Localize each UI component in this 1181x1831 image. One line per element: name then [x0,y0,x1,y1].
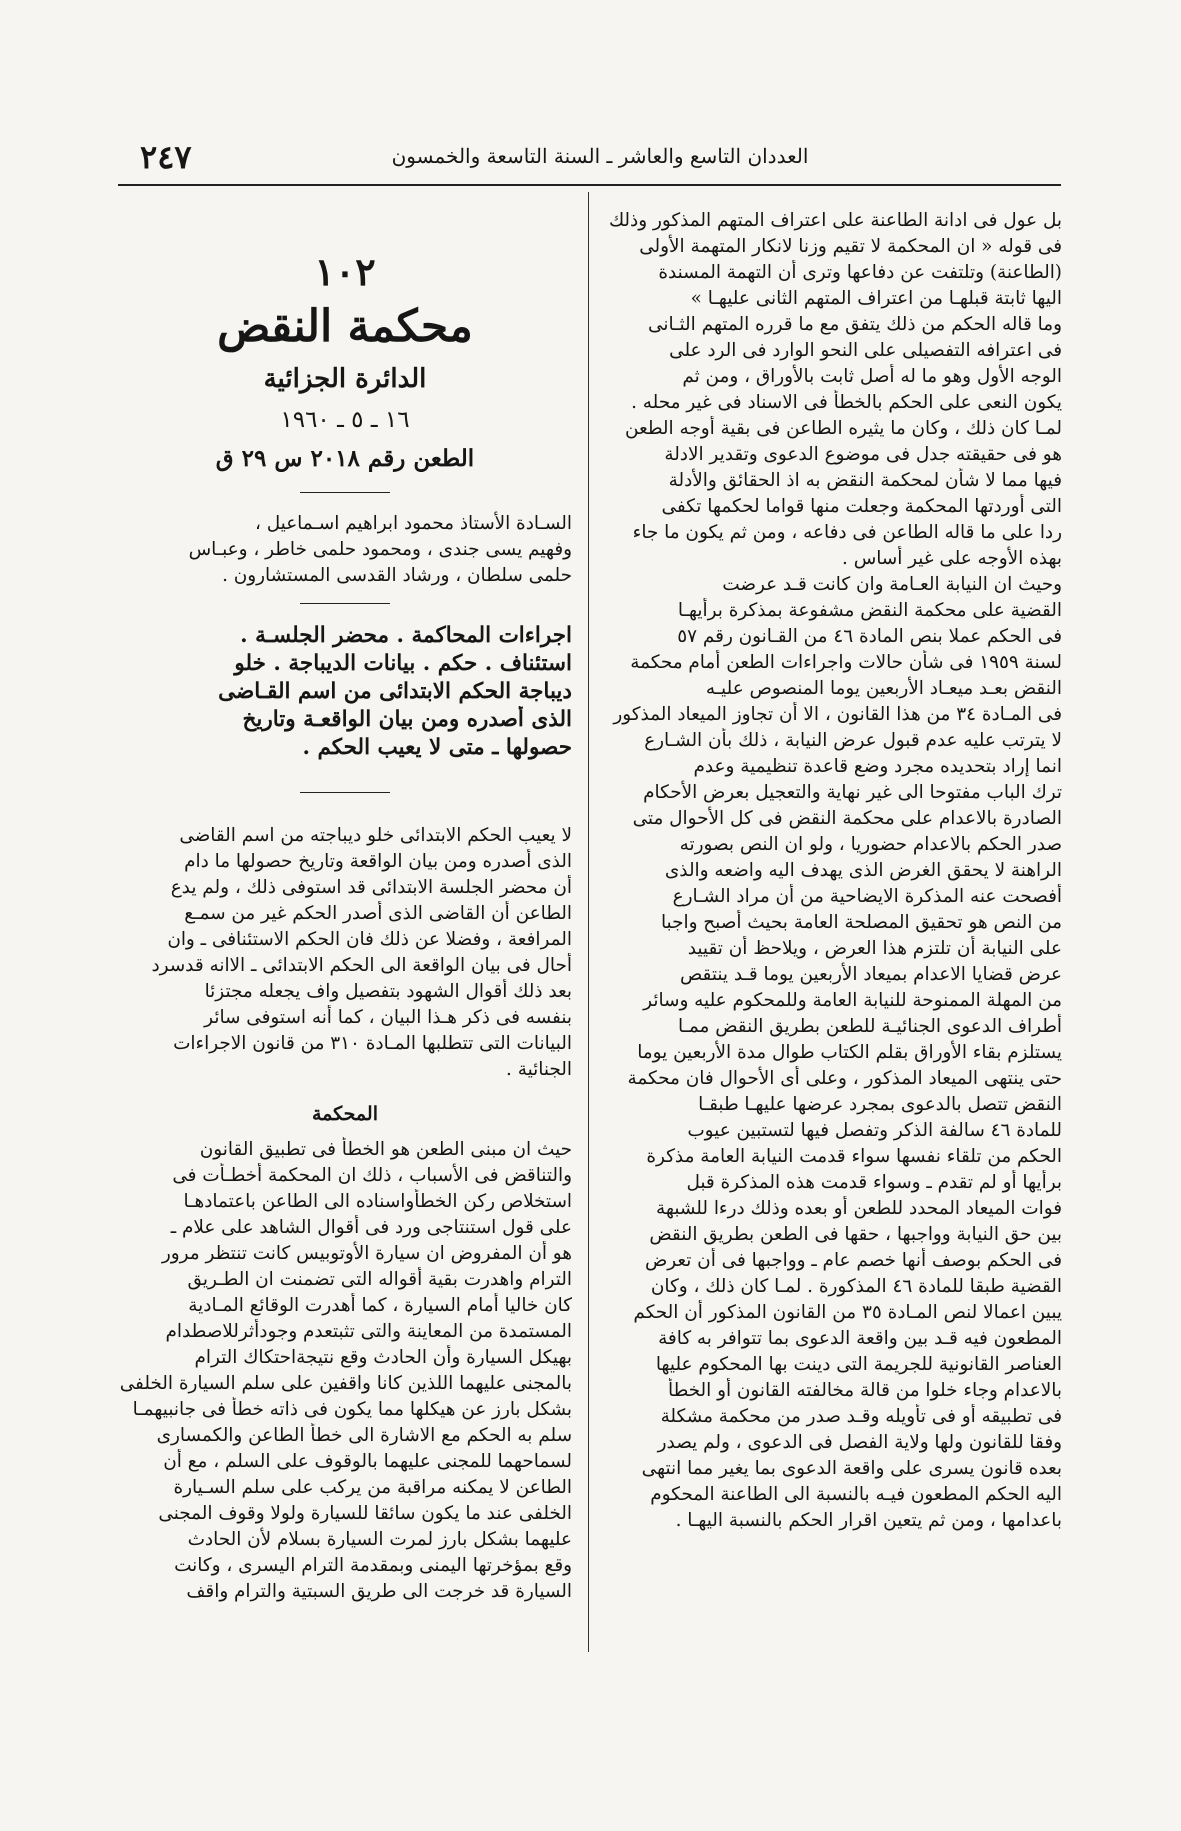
principle-line: البيانات التى تتطلبها المـادة ٣١٠ من قانون الاجراءات [173,1033,572,1054]
text-line: من المهلة الممنوحة للنيابة العامة وللمحكوم عليه وسائر [643,990,1062,1011]
body-line: حيث ان مبنى الطعن هو الخطأ فى تطبيق القانون [199,1139,572,1160]
text-line: لمـا كان ذلك ، وكان ما يثيره الطاعن فى بقية أوجه الطعن [624,418,1062,439]
body-line: لسماحهما للمجنى عليهما بالوقوف على السلم ، مع أن [163,1451,572,1472]
summary-line: اجراءات المحاكمة . محضر الجلسـة . [240,623,572,648]
principle-line: بعد ذلك أقوال الشهود بتفصيل واف يجعله مجتزئا [204,981,572,1002]
text-line: باعدامها ، ومن ثم يتعين اقرار الحكم بالنسبة اليهـا . [675,1510,1062,1531]
judgment-body [118,1137,572,1605]
text-line: حتى ينتهى الميعاد المذكور ، وعلى أى الأحوال فان محكمة [627,1068,1062,1089]
principle-line: الجنائية . [506,1059,572,1080]
judges-line: حلمى سلطان ، ورشاد القدسى المستشارون . [222,565,572,586]
judges-line: وفهيم يسى جندى ، ومحمود حلمى خاطر ، وعبـاس [188,539,572,560]
body-line: على قول استنتاجى ورد فى أقوال الشاهد على علام ـ [170,1217,572,1238]
body-line: وقع بمؤخرتها اليمنى وبمقدمة الترام اليسرى ، وكانت [174,1555,572,1576]
text-line: أطراف الدعوى الجنائيـة للطعن بطريق النقض ممـا [677,1016,1062,1037]
text-line: بين حق النيابة وواجبها ، حقها فى الطعن بطريق النقض [649,1224,1062,1245]
text-line: العناصر القانونية للجريمة التى دينت بها المحكوم عليها [655,1354,1062,1375]
chamber-name: الدائرة الجزائية [263,364,427,394]
text-line: فى تطبيقه أو فى تأويله وقـد صدر من محكمة مشكلة [660,1406,1062,1427]
body-line: المستمدة من المعاينة والتى تثبتعدم وجودأثرللاصطدام [165,1321,572,1342]
text-line: (الطاعنة) وتلتفت عن دفاعها وترى أن التهمة المسندة [658,262,1062,283]
text-line: ترك الباب مفتوحا الى غير نهاية والتعجيل بعرض الأحكام [643,782,1062,803]
principle-line: الذى أصدره ومن بيان الواقعة وتاريخ حصولها ما دام [184,851,572,872]
body-line: الترام واهدرت بقية أقواله التى تضمنت ان الطـريق [187,1269,572,1290]
text-line: النقض بعـد ميعـاد الأربعين يوما المنصوص عليـه [705,678,1062,699]
text-line: من النص هو تحقيق المصلحة العامة بحيث أصبح واجبا [660,912,1062,933]
judges-list [118,511,572,589]
separator-rule [300,492,390,493]
body-line: الخلفى عند ما يكون سائقا للسيارة ولولا وقوف المجنى [158,1503,572,1524]
right-column [608,208,1062,1534]
text-line: فى اعترافه التفصيلى على النحو الوارد فى الرد على [669,340,1062,361]
case-summary [118,622,572,762]
session-date: ١٦ ـ ٥ ـ ١٩٦٠ [280,407,410,433]
text-line: القضية على محكمة النقض مشفوعة بمذكرة برأيهـا [677,600,1062,621]
text-line: بالاعدام وجاء خلوا من قالة مخالفته القانون أو الخطأ [667,1380,1062,1401]
text-line: الصادرة بالاعدام على محكمة النقض فى كل الأحوال متى [632,808,1062,829]
text-line: الحكم من تلقاء نفسها سواء قدمت النيابة العامة مذكرة [646,1146,1062,1167]
text-line: عرض قضايا الاعدام بميعاد الأربعين يوما قـد ينتقص [679,964,1062,985]
principle-line: الطاعن أن القاضى الذى أصدر الحكم غير من سمـع [184,903,572,924]
body-line: هو أن المفروض ان سيارة الأوتوبيس كانت تنتظر مرور [161,1243,572,1264]
text-line: اليه الحكم المطعون فيـه بالنسبة الى الطاعنة المحكوم [650,1484,1062,1505]
text-line: اليها ثابتة قبلهـا من اعتراف المتهم الثانى عليهـا » [690,288,1062,309]
text-line: القضية طبقا للمادة ٤٦ المذكورة . لمـا كان ذلك ، وكان [650,1276,1062,1297]
text-line: يستلزم بقاء الأوراق بقلم الكتاب طوال مدة الأربعين يوما [637,1042,1062,1063]
court-name: محكمة النقض [217,301,473,352]
text-line: فى المـادة ٣٤ من هذا القانون ، الا أن تجاوز الميعاد المذكور [613,704,1062,725]
summary-line: استئناف . حكم . بيانات الديباجة . خلو [234,651,572,676]
body-line: بشكل بارز عن هيكلها مما يكون فى ذاته خطأ فى جانبيهمـا [132,1399,572,1420]
section-title: المحكمة [312,1103,378,1125]
text-line: بعده قانون يسرى على واقعة الدعوى بما يغير مما انتهى [641,1458,1062,1479]
text-line: برأيها أو لم تقدم ـ وسواء قدمت هذه المذكرة قبل [686,1172,1062,1193]
body-line: سلم به الحكم مع الاشارة الى خطأ الطاعن والكمسارى [156,1425,572,1446]
text-line: فى الحكم بوصف أنها خصم عام ـ وواجبها فى أن تعرض [644,1250,1062,1271]
text-line: فى قوله « ان المحكمة لا تقيم وزنا لانكار المتهمة الأولى [639,236,1062,257]
separator-rule [300,603,390,604]
text-line: وحيث ان النيابة العـامة وان كانت قـد عرضت [722,574,1062,595]
case-number: ١٠٢ [314,249,376,294]
body-line: والتناقض فى الأسباب ، ذلك ان المحكمة أخطـأت فى [172,1165,572,1186]
body-line: السيارة قد خرجت الى طريق السبتية والترام واقف [186,1581,572,1602]
text-line: يبين اعمالا لنص المـادة ٣٥ من القانون المذكور أن الحكم [633,1302,1062,1323]
body-line: بهيكل السيارة وأن الحادث وقع نتيجةاحتكاك الترام [194,1347,572,1368]
text-line: أفصحت عنه المذكرة الايضاحية من أن مراد الشـارع [672,886,1062,907]
summary-line: حصولها ـ متى لا يعيب الحكم . [302,735,572,760]
text-line: التى أوردتها المحكمة وجعلت منها قواما لحكمها تكفى [661,496,1062,517]
header-rule [118,184,1061,186]
text-line: النقض تتصل بالدعوى بمجرد عرضها عليهـا طبقـا [698,1094,1062,1115]
text-line: بل عول فى ادانة الطاعنة على اعتراف المتهم المذكور وذلك [608,210,1062,231]
text-line: المطعون فيه قـد بين واقعة الدعوى بما تتوافر به كافة [658,1328,1062,1349]
column-divider [588,192,589,1652]
separator-rule [300,792,390,793]
principle-line: أحال فى بيان الواقعة الى الحكم الابتدائى ـ الاانه قدسرد [151,955,572,976]
judges-line: السـادة الأستاذ محمود ابراهيم اسـماعيل ، [254,513,572,534]
legal-principle [118,823,572,1083]
text-line: بهذه الأوجه على غير أساس . [842,548,1062,569]
principle-line: بنفسه فى ذكر هـذا البيان ، كما أنه استوفى سائر [204,1007,572,1028]
text-line: انما إراد بتحديده مجرد وضع قاعدة تنظيمية وعدم [693,756,1062,777]
text-line: الوجه الأول وهو ما له أصل ثابت بالأوراق ، ومن ثم [682,366,1062,387]
principle-line: المرافعة ، وفضلا عن ذلك فان الحكم الاستئنافى ـ وان [167,929,572,950]
text-line: فى الحكم عملا بنص المادة ٤٦ من القـانون رقم ٥٧ [677,626,1062,647]
summary-line: الذى أصدره ومن بيان الواقعـة وتاريخ [242,707,572,732]
text-line: فوات الميعاد المحدد للطعن أو بعده وذلك درءا للشبهة [655,1198,1062,1219]
left-column [118,248,572,1605]
text-line: صدر الحكم بالاعدام حضوريا ، ولو ان النص بصورته [679,834,1062,855]
text-line: فيها مما لا شأن لمحكمة النقض به اذ الحقائق والأدلة [668,470,1062,491]
text-line: على النيابة أن تلتزم هذا العرض ، ويلاحظ أن تقييد [687,938,1062,959]
text-line: للمادة ٤٦ سالفة الذكر وتفصل فيها لتستبين عيوب [687,1120,1062,1141]
page-number: ٢٤٧ [140,138,192,176]
text-line: هو فى حقيقته جدل فى موضوع الدعوى وتقدير الادلة [664,444,1062,465]
text-line: ردا على ما قاله الطاعن فى دفاعه ، ومن ثم يكون ما جاء [632,522,1062,543]
summary-line: ديباجة الحكم الابتدائى من اسم القـاضى [218,679,572,704]
text-line: الراهنة لا يحقق الغرض الذى يهدف اليه واضعه والذى [664,860,1062,881]
running-header: العددان التاسع والعاشر ـ السنة التاسعة والخمسون [391,144,809,168]
text-line: وفقا للقانون ولها ولاية الفصل فى الدعوى ، ولم يصدر [657,1432,1062,1453]
body-line: الطاعن لا يمكنه مراقبة من يركب على سلم السـيارة [173,1477,572,1498]
body-line: استخلاص ركن الخطأواسناده الى الطاعن باعتمادهـا [183,1191,572,1212]
body-line: بالمجنى عليهما اللذين كانا واقفين على سلم السيارة الخلفى [119,1373,572,1394]
principle-line: لا يعيب الحكم الابتدائى خلو ديباجته من اسم القاضى [179,825,572,846]
appeal-number: الطعن رقم ٢٠١٨ س ٢٩ ق [215,445,475,472]
text-line: لا يترتب عليه عدم قبول عرض النيابة ، ذلك بأن الشـارع [644,730,1062,751]
text-line: لسنة ١٩٥٩ فى شأن حالات واجراءات الطعن أمام محكمة [630,652,1062,673]
body-line: كان خاليا أمام السيارة ، كما أهدرت الوقائع المـادية [188,1295,572,1316]
principle-line: أن محضر الجلسة الابتدائى قد استوفى ذلك ، ولم يدع [170,877,572,898]
body-line: عليهما بشكل بارز لمرت السيارة بسلام لأن الحادث [187,1529,572,1550]
text-line: وما قاله الحكم من ذلك يتفق مع ما قرره المتهم الثـانى [648,314,1062,335]
text-line: يكون النعى على الحكم بالخطأ فى الاسناد فى غير محله . [631,392,1062,413]
